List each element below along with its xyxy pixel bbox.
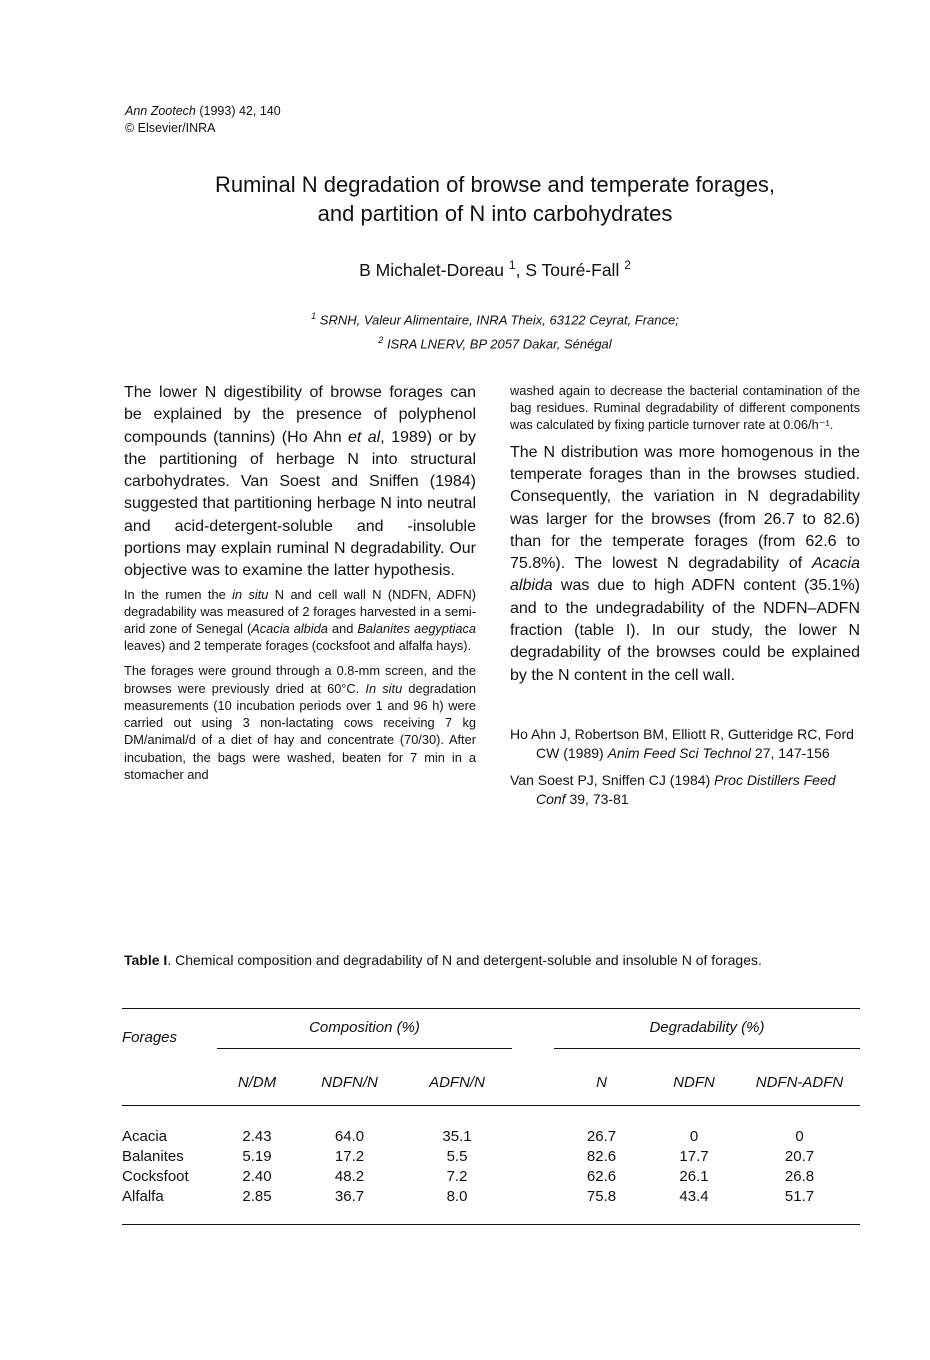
col-header-adfn-n: ADFN/N xyxy=(429,1073,485,1091)
sub-header-row xyxy=(122,1059,860,1106)
ref2-text-a: Van Soest PJ, Sniffen CJ (1984) xyxy=(510,771,715,788)
cell-gap xyxy=(512,1166,554,1186)
col-header-forages: Forages xyxy=(122,1029,178,1046)
methods1-text-d: leaves) and 2 temperate forages (cocksfoot and alfalfa hays). xyxy=(124,638,472,654)
row-label: Balanites xyxy=(122,1147,184,1165)
methods-paragraph-1 xyxy=(124,586,476,655)
row-label: Cocksfoot xyxy=(122,1167,189,1185)
ref1-journal: Anim Feed Sci Technol xyxy=(607,745,752,762)
affiliations xyxy=(60,306,930,355)
table-cell: 48.2 xyxy=(334,1167,365,1185)
methods2-text-a: The forages were ground through a 0.8-mm screen, and the browses were previously dried at 60°C. xyxy=(124,663,476,696)
table-cell: 64.0 xyxy=(334,1127,365,1145)
col-header-n-dm: N/DM xyxy=(237,1073,277,1091)
title-line-1: Ruminal N degradation of browse and temperate forages, xyxy=(214,172,776,197)
methods1-text-b: N and cell wall N (NDFN, ADFN) degradability was measured of 2 forages harvested in a semi-arid zone of Senegal ( xyxy=(124,586,477,637)
table-cell: 0 xyxy=(689,1127,699,1145)
reference-list xyxy=(510,725,860,810)
table-cell: 35.1 xyxy=(442,1127,472,1145)
ref2-text-b: 39, 73-81 xyxy=(565,791,629,808)
reference-1 xyxy=(510,725,860,764)
table-body xyxy=(122,1106,860,1225)
ref1-text-b: 27, 147-156 xyxy=(751,745,830,762)
table-cell: 26.8 xyxy=(784,1167,815,1185)
methods1-italic-2: Acacia albida xyxy=(251,621,328,637)
group-header-degradability xyxy=(554,1009,860,1060)
results-text-a: The N distribution was more homogenous in the temperate forages than in the browses studied. Consequently, the variation in N degradability was larger for the browses (from 26.7 to 82.6) than for the temperate forages (from 62.6 to 75.8%). The lowest N degradability of xyxy=(510,443,860,573)
table-cell: 82.6 xyxy=(586,1147,617,1165)
table-cell: 20.7 xyxy=(784,1147,815,1165)
table-cell: 8.0 xyxy=(446,1187,468,1205)
affiliation-1-mark: 1 xyxy=(311,311,317,321)
methods1-text-a: In the rumen the xyxy=(124,586,233,602)
author-2: S Touré-Fall xyxy=(525,259,625,280)
journal-name: Ann Zootech xyxy=(125,104,196,118)
table-cell: 5.5 xyxy=(446,1147,468,1165)
data-table-wrapper xyxy=(122,1008,860,1225)
author-1: B Michalet-Doreau xyxy=(359,259,509,280)
methods1-italic-1: in situ xyxy=(232,586,269,602)
table-cell: 0 xyxy=(795,1127,804,1145)
table-cell: 17.7 xyxy=(679,1147,709,1165)
table-cell: 17.2 xyxy=(334,1147,365,1165)
table-caption-text: . Chemical composition and degradability of N and detergent-soluble and insoluble N of forages. xyxy=(167,952,762,968)
table-row xyxy=(122,1146,860,1166)
journal-header xyxy=(125,103,281,137)
group-header-row xyxy=(122,1009,860,1060)
row-label: Alfalfa xyxy=(122,1187,164,1205)
methods2-italic-1: In situ xyxy=(365,680,403,696)
affiliation-2-mark: 2 xyxy=(378,335,384,346)
author-1-mark: 1 xyxy=(508,258,516,272)
table-row xyxy=(122,1166,860,1186)
title-line-2: and partition of N into carbohydrates xyxy=(317,201,673,226)
ref1-text-a: Ho Ahn J, Robertson BM, Elliott R, Gutteridge RC, Ford CW (1989) xyxy=(510,725,854,762)
table-cell: 51.7 xyxy=(784,1187,815,1205)
copyright-line: © Elsevier/INRA xyxy=(125,121,216,135)
affiliation-1 xyxy=(60,306,930,330)
author-2-mark: 2 xyxy=(624,258,631,272)
table-cell: 5.19 xyxy=(242,1147,272,1165)
results-italic-1: Acacia albida xyxy=(510,555,860,595)
row-label: Acacia xyxy=(122,1127,168,1145)
group-degradability-label: Degradability (%) xyxy=(554,1019,860,1049)
table-cell: 2.43 xyxy=(242,1127,272,1145)
cell-gap xyxy=(512,1186,554,1225)
intro-text-a: The lower N digestibility of browse forages can be explained by the presence of polyphenol compounds (tannins) (Ho Ahn xyxy=(124,384,476,446)
col-header-ndfn-n: NDFN/N xyxy=(321,1073,378,1091)
article-title xyxy=(60,170,930,228)
methods2-text-b: degradation measurements (10 incubation periods over 1 and 96 h) were carried out using 3 non-lactating cows receiving 7 kg DM/animal/d of a diet of hay and concentrate (70/30). After incubation, the bags were washed, beaten for 7 min in a stomacher and xyxy=(124,680,476,782)
affiliation-2-text: ISRA LNERV, BP 2057 Dakar, Sénégal xyxy=(383,336,612,352)
left-column xyxy=(124,382,476,783)
sub-header-gap xyxy=(512,1059,554,1106)
cell-gap xyxy=(512,1146,554,1166)
methods-paragraph-2 xyxy=(124,662,476,782)
reference-2 xyxy=(510,771,860,810)
citation-line xyxy=(125,103,281,120)
author-separator: , xyxy=(515,259,526,280)
results-paragraph xyxy=(510,442,860,687)
table-row xyxy=(122,1186,860,1225)
affiliation-2 xyxy=(60,330,930,354)
table-cell: 43.4 xyxy=(679,1187,709,1205)
intro-text-b: , 1989) or by the partitioning of herbage N into structural carbohydrates. Van Soest and Sniffen (1984) suggested that partitioning herbage N into neutral and acid-detergent-soluble and -insoluble portions may explain ruminal N degradability. Our objective was to examine the latter hypothesis. xyxy=(124,428,476,580)
methods-paragraph-3: washed again to decrease the bacterial contamination of the bag residues. Ruminal degradability of different components was calculated by fixing particle turnover rate at 0.06/h⁻¹. xyxy=(510,383,860,433)
col-header-n: N xyxy=(596,1073,607,1091)
col-header-ndfn-adfn: NDFN-ADFN xyxy=(755,1073,844,1091)
methods1-text-c: and xyxy=(327,621,358,637)
group-header-composition xyxy=(217,1009,512,1060)
table-cell: 75.8 xyxy=(586,1187,617,1205)
table-cell: 62.6 xyxy=(586,1167,617,1185)
table-cell: 36.7 xyxy=(334,1187,365,1205)
group-composition-label: Composition (%) xyxy=(217,1019,512,1049)
table-cell: 2.40 xyxy=(242,1167,272,1185)
table-cell: 7.2 xyxy=(446,1167,468,1185)
table-caption xyxy=(124,950,860,971)
methods1-italic-3: Balanites aegyptiaca xyxy=(357,621,476,637)
table-cell: 2.85 xyxy=(242,1187,272,1205)
affiliation-1-text: SRNH, Valeur Alimentaire, INRA Theix, 63122 Ceyrat, France; xyxy=(316,312,679,328)
intro-paragraph xyxy=(124,382,476,583)
table-cell: 26.1 xyxy=(679,1167,709,1185)
data-table xyxy=(122,1008,860,1225)
results-text-b: was due to high ADFN content (35.1%) and to the undegradability of the NDFN–ADFN fraction (table I). In our study, the lower N degradability of the browses could be explained by the N content in the cell wall. xyxy=(510,577,860,684)
journal-volume: (1993) 42, 140 xyxy=(195,104,281,118)
cell-gap xyxy=(512,1106,554,1147)
header-gap xyxy=(512,1009,554,1060)
table-cell: 26.7 xyxy=(586,1127,617,1145)
table-caption-label: Table I xyxy=(124,952,168,968)
col-header-ndfn: NDFN xyxy=(673,1073,715,1091)
intro-italic-1: et al xyxy=(348,428,381,446)
author-list xyxy=(60,258,930,281)
ref2-journal: Proc Distillers Feed Conf xyxy=(536,771,836,808)
table-row xyxy=(122,1106,860,1147)
right-column xyxy=(510,382,860,817)
